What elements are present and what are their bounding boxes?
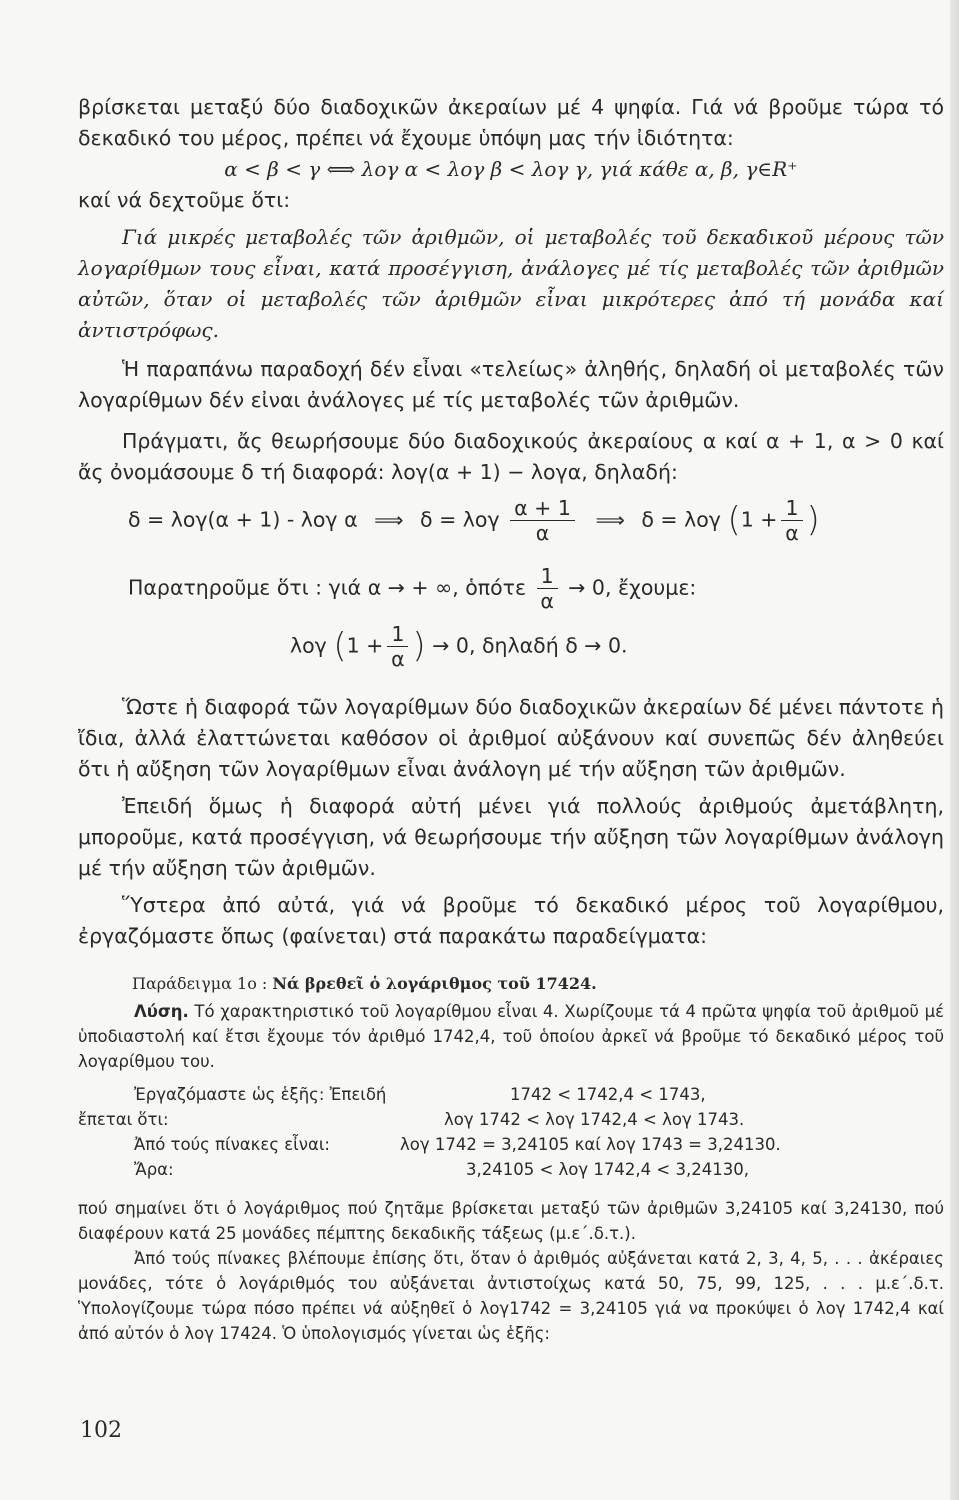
fraction: $\frac{1}{\alpha}$: [537, 564, 558, 613]
eq-mid: δ = λογ: [420, 507, 500, 532]
table-row-right: 1742 < 1742,4 < 1743,: [510, 1085, 706, 1104]
implies-arrow: ⟹: [595, 507, 625, 532]
paragraph-accept: καί νά δεχτοῦμε ὅτι:: [78, 188, 291, 212]
paragraph-examples: Ὕστερα ἀπό αὐτά, γιά νά βροῦμε τό δεκαδικό μέρος τοῦ λογαρίθμου, ἐργαζόμαστε ὅπως (φαίνεται) στά παρακάτω παραδείγματα:: [78, 893, 944, 948]
eq2-tail: → 0, δηλαδή δ → 0.: [432, 633, 628, 658]
paragraph-conclusion: Ὥστε ἡ διαφορά τῶν λογαρίθμων δύο διαδοχικῶν ἀκεραίων δέ μένει πάντοτε ἡ ἴδια, ἀλλά ἐλαττώνεται καθόσον οἱ ἀριθμοί αὐξάνουν καί συνεπῶς δέν ἀληθεύει ὅτι ἡ αὔξηση τῶν λογαρίθμων εἶναι ἀνάλογη μέ τήν αὔξηση τῶν ἀριθμῶν.: [78, 695, 944, 781]
eq2-one: 1 +: [346, 633, 384, 658]
paren-close: ): [412, 626, 426, 666]
implies-arrow: ⟹: [374, 507, 404, 532]
equation-limit: [290, 622, 944, 682]
page-body: [78, 92, 944, 1346]
paragraph-approx: Ἐπειδή ὅμως ἡ διαφορά αὐτή μένει γιά πολλούς ἀριθμούς ἀμετάβλητη, μποροῦμε, κατά προσέγγιση, νά θεωρήσουμε τήν αὔξηση τῶν λογαρίθμων ἀνάλογη μέ τήν αὔξηση τῶν ἀριθμῶν.: [78, 794, 944, 880]
paren-open: (: [727, 500, 741, 540]
table-row-left: ἔπεται ὅτι:: [78, 1110, 169, 1129]
paragraph-meaning: πού σημαίνει ὅτι ὁ λογάριθμος πού ζητᾶμε βρίσκεται μεταξύ τῶν ἀριθμῶν 3,24105 καί 3,24130, πού διαφέρουν κατά 25 μονάδες πέμπτης δεκαδικῆς τάξεως (μ.ε΄.δ.τ.).: [78, 1199, 944, 1243]
inequality-formula: α < β < γ ⟺ λογ α < λογ β < λογ γ, γιά κάθε α, β, γ∈R⁺: [224, 157, 798, 181]
paren-open: (: [333, 626, 347, 666]
page-edge: [950, 0, 959, 1500]
table-row-left: Ἄρα:: [134, 1160, 174, 1179]
fraction: $\frac{\alpha + 1}{\alpha}$: [510, 496, 575, 545]
solution-paragraph: [78, 999, 944, 1074]
example-title: Νά βρεθεῖ ὁ λογάριθμος τοῦ 17424.: [272, 974, 597, 993]
table-row-left: Ἀπό τούς πίνακες εἶναι:: [134, 1135, 330, 1154]
work-table: [78, 1082, 944, 1182]
solution-text: Τό χαρακτηριστικό τοῦ λογαρίθμου εἶναι 4. Χωρίζουμε τά 4 πρῶτα ψηφία τοῦ ἀριθμοῦ μέ ὑποδιαστολή καί ἔτσι ἔχουμε τόν ἀριθμό 1742,4, τοῦ ὁποίου ἀρκεῖ νά βροῦμε τό δεκαδικό μέρος τοῦ λογαρίθμου του.: [78, 1002, 944, 1071]
paragraph-proof: Πράγματι, ἄς θεωρήσουμε δύο διαδοχικούς ἀκεραίους α καί α + 1, α > 0 καί ἄς ὀνομάσουμε δ τή διαφορά: λογ(α + 1) − λογα, δηλαδή:: [78, 429, 944, 484]
table-row-right: λογ 1742 = 3,24105 καί λογ 1743 = 3,24130.: [400, 1135, 781, 1154]
paren-close: ): [806, 500, 820, 540]
eq-left: δ = λογ(α + 1) - λογ α: [128, 507, 358, 532]
solution-label: Λύση.: [134, 1002, 189, 1021]
paragraph-remark: Ἡ παραπάνω παραδοχή δέν εἶναι «τελείως» ἀληθής, δηλαδή οἱ μεταβολές τῶν λογαρίθμων δέν εἰναι ἀνάλογες μέ τίς μεταβολές τῶν ἀριθμῶν.: [78, 357, 944, 412]
paragraph-intro: βρίσκεται μεταξύ δύο διαδοχικῶν ἀκεραίων μέ 4 ψηφία. Γιά νά βροῦμε τώρα τό δεκαδικό του μέρος, πρέπει νά ἔχουμε ὑπόψη μας τήν ἰδιότητα:: [78, 95, 944, 150]
example-heading: [132, 974, 944, 993]
fraction: $\frac{1}{\alpha}$: [387, 622, 408, 671]
eq-one: 1 +: [740, 507, 778, 532]
paragraph-tables: Ἀπό τούς πίνακες βλέπουμε ἐπίσης ὅτι, ὅταν ὁ ἀριθμός αὐξάνεται κατά 2, 3, 4, 5, . . . ἀκέραιες μονάδες, τότε ὁ λογάριθμός του αὐξάνεται ἀντιστοίχως κατά 50, 75, 99, 125, . . . μ.ε΄.δ.τ. Ὑπολογίζουμε τώρα πόσο πρέπει νά αὐξηθεῖ ὁ λογ1742 = 3,24105 γιά να προκύψει ὁ λογ 1742,4 καί ἀπό αὐτόν ὁ λογ 17424. Ὁ ὑπολογισμός γίνεται ὡς ἑξῆς:: [78, 1249, 944, 1343]
table-row-right: 3,24105 < λογ 1742,4 < 3,24130,: [466, 1160, 749, 1179]
table-row-left: Ἐργαζόμαστε ὡς ἑξῆς: Ἐπειδή: [134, 1085, 387, 1104]
italic-rule: Γιά μικρές μεταβολές τῶν ἀριθμῶν, οἱ μεταβολές τοῦ δεκαδικοῦ μέρους τῶν λογαρίθμων τους εἶναι, κατά προσέγγιση, ἀνάλογες μέ τίς μεταβολές τῶν ἀριθμῶν αὐτῶν, ὅταν οἱ μεταβολές τῶν ἀριθμῶν εἶναι μικρότερες ἀπό τή μονάδα καί ἀντιστρόφως.: [78, 225, 944, 342]
eq2-left: λογ: [290, 633, 327, 658]
fraction: $\frac{1}{\alpha}$: [781, 496, 802, 545]
example-label: Παράδειγμα 1ο :: [132, 974, 268, 993]
page-number: 102: [80, 1418, 122, 1443]
limit-tail: → 0, ἔχουμε:: [568, 575, 697, 600]
eq-right: δ = λογ: [641, 507, 721, 532]
limit-text: Παρατηροῦμε ὅτι : γιά α → + ∞, ὁπότε: [128, 575, 527, 600]
equation-delta: [128, 496, 944, 558]
paragraph-limit: [128, 564, 944, 622]
table-row-right: λογ 1742 < λογ 1742,4 < λογ 1743.: [444, 1110, 745, 1129]
